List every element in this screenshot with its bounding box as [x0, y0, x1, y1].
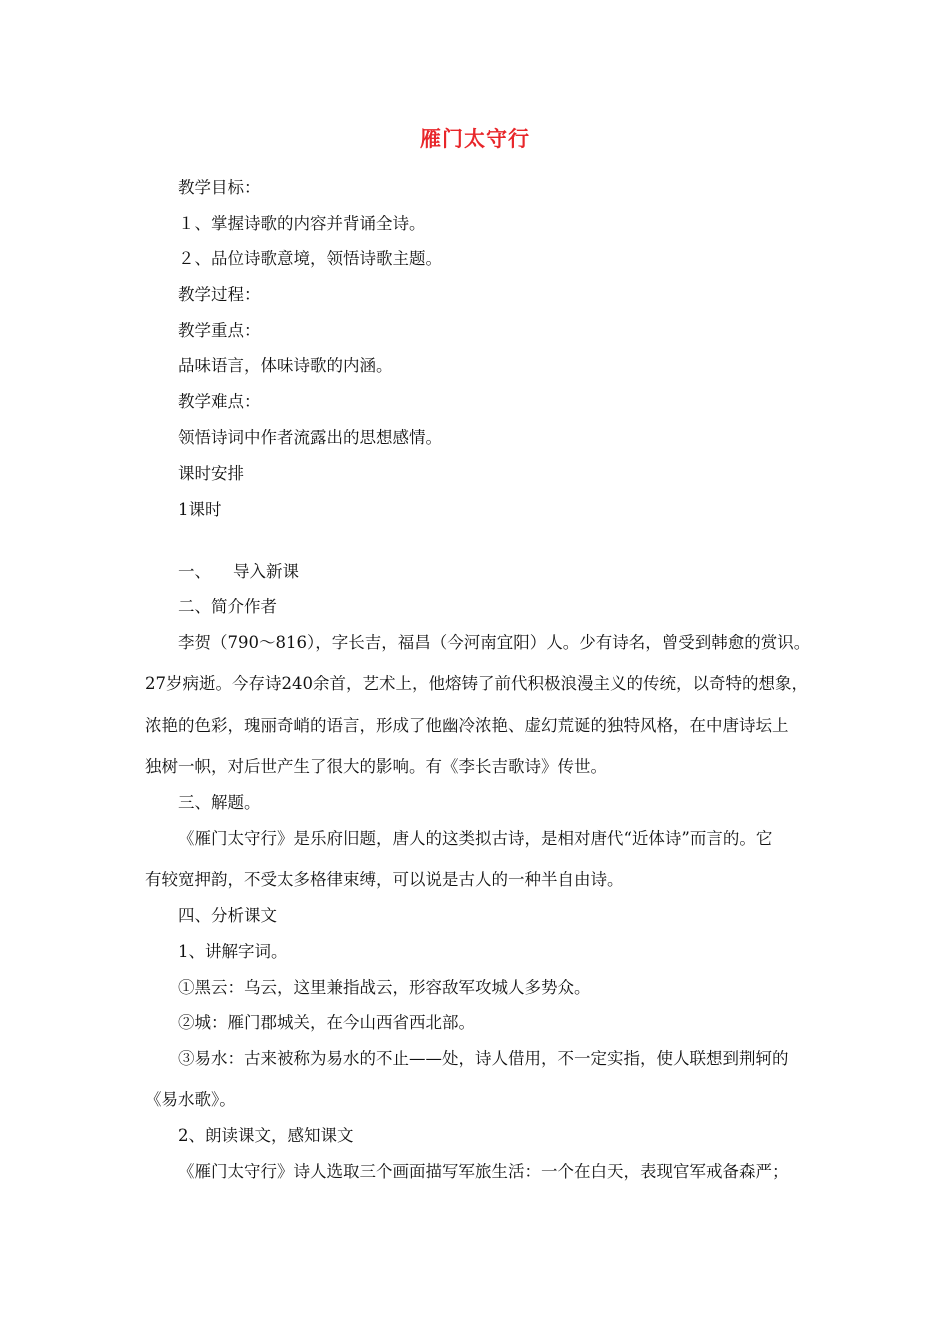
section-2-heading: 二、简介作者 — [178, 597, 277, 616]
title-paragraph-line-2: 有较宽押韵，不受太多格律束缚，可以说是古人的一种半自由诗。 — [145, 870, 624, 889]
word-note-1: ①黑云：乌云，这里兼指战云，形容敌军攻城人多势众。 — [178, 978, 591, 997]
objective-2: ２、品位诗歌意境，领悟诗歌主题。 — [178, 249, 442, 268]
section-4-heading: 四、分析课文 — [178, 906, 277, 925]
key-point-text: 品味语言，体味诗歌的内涵。 — [178, 356, 393, 375]
author-paragraph-line-3: 浓艳的色彩，瑰丽奇峭的语言，形成了他幽冷浓艳、虚幻荒诞的独特风格，在中唐诗坛上 — [145, 716, 789, 735]
objective-1: １、掌握诗歌的内容并背诵全诗。 — [178, 214, 426, 233]
page-title: 雁门太守行 — [420, 127, 530, 151]
section-1-number: 一、 — [178, 562, 211, 581]
section-1-title: 导入新课 — [233, 562, 299, 581]
author-paragraph-line-1: 李贺（790～816），字长吉，福昌（今河南宜阳）人。少有诗名，曾受到韩愈的赏识。 — [178, 633, 811, 652]
word-note-2: ②城：雁门郡城关，在今山西省西北部。 — [178, 1013, 475, 1032]
objectives-heading: 教学目标： — [178, 178, 261, 197]
section-3-heading: 三、解题。 — [178, 793, 261, 812]
schedule-text: 1课时 — [178, 500, 222, 519]
difficulty-heading: 教学难点： — [178, 392, 261, 411]
section-1-heading — [178, 564, 299, 581]
difficulty-text: 领悟诗词中作者流露出的思想感情。 — [178, 428, 442, 447]
author-paragraph-line-4: 独树一帜，对后世产生了很大的影响。有《李长吉歌诗》传世。 — [145, 757, 607, 776]
schedule-heading: 课时安排 — [178, 464, 244, 483]
process-heading: 教学过程： — [178, 285, 261, 304]
subsection-4-2-heading: 2、朗读课文，感知课文 — [178, 1126, 354, 1145]
subsection-4-1-heading: 1、讲解字词。 — [178, 942, 288, 961]
word-note-3-line-1: ③易水：古来被称为易水的不止——处，诗人借用，不一定实指，使人联想到荆轲的 — [178, 1049, 789, 1068]
word-note-3-line-2: 《易水歌》。 — [145, 1090, 236, 1109]
title-paragraph-line-1: 《雁门太守行》是乐府旧题，唐人的这类拟古诗，是相对唐代“近体诗”而言的。它 — [178, 829, 773, 848]
reading-paragraph-line-1: 《雁门太守行》诗人选取三个画面描写军旅生活：一个在白天，表现官军戒备森严； — [178, 1162, 789, 1181]
key-point-heading: 教学重点： — [178, 321, 261, 340]
author-paragraph-line-2: 27岁病逝。今存诗240余首，艺术上，他熔铸了前代积极浪漫主义的传统，以奇特的想象， — [145, 674, 808, 693]
